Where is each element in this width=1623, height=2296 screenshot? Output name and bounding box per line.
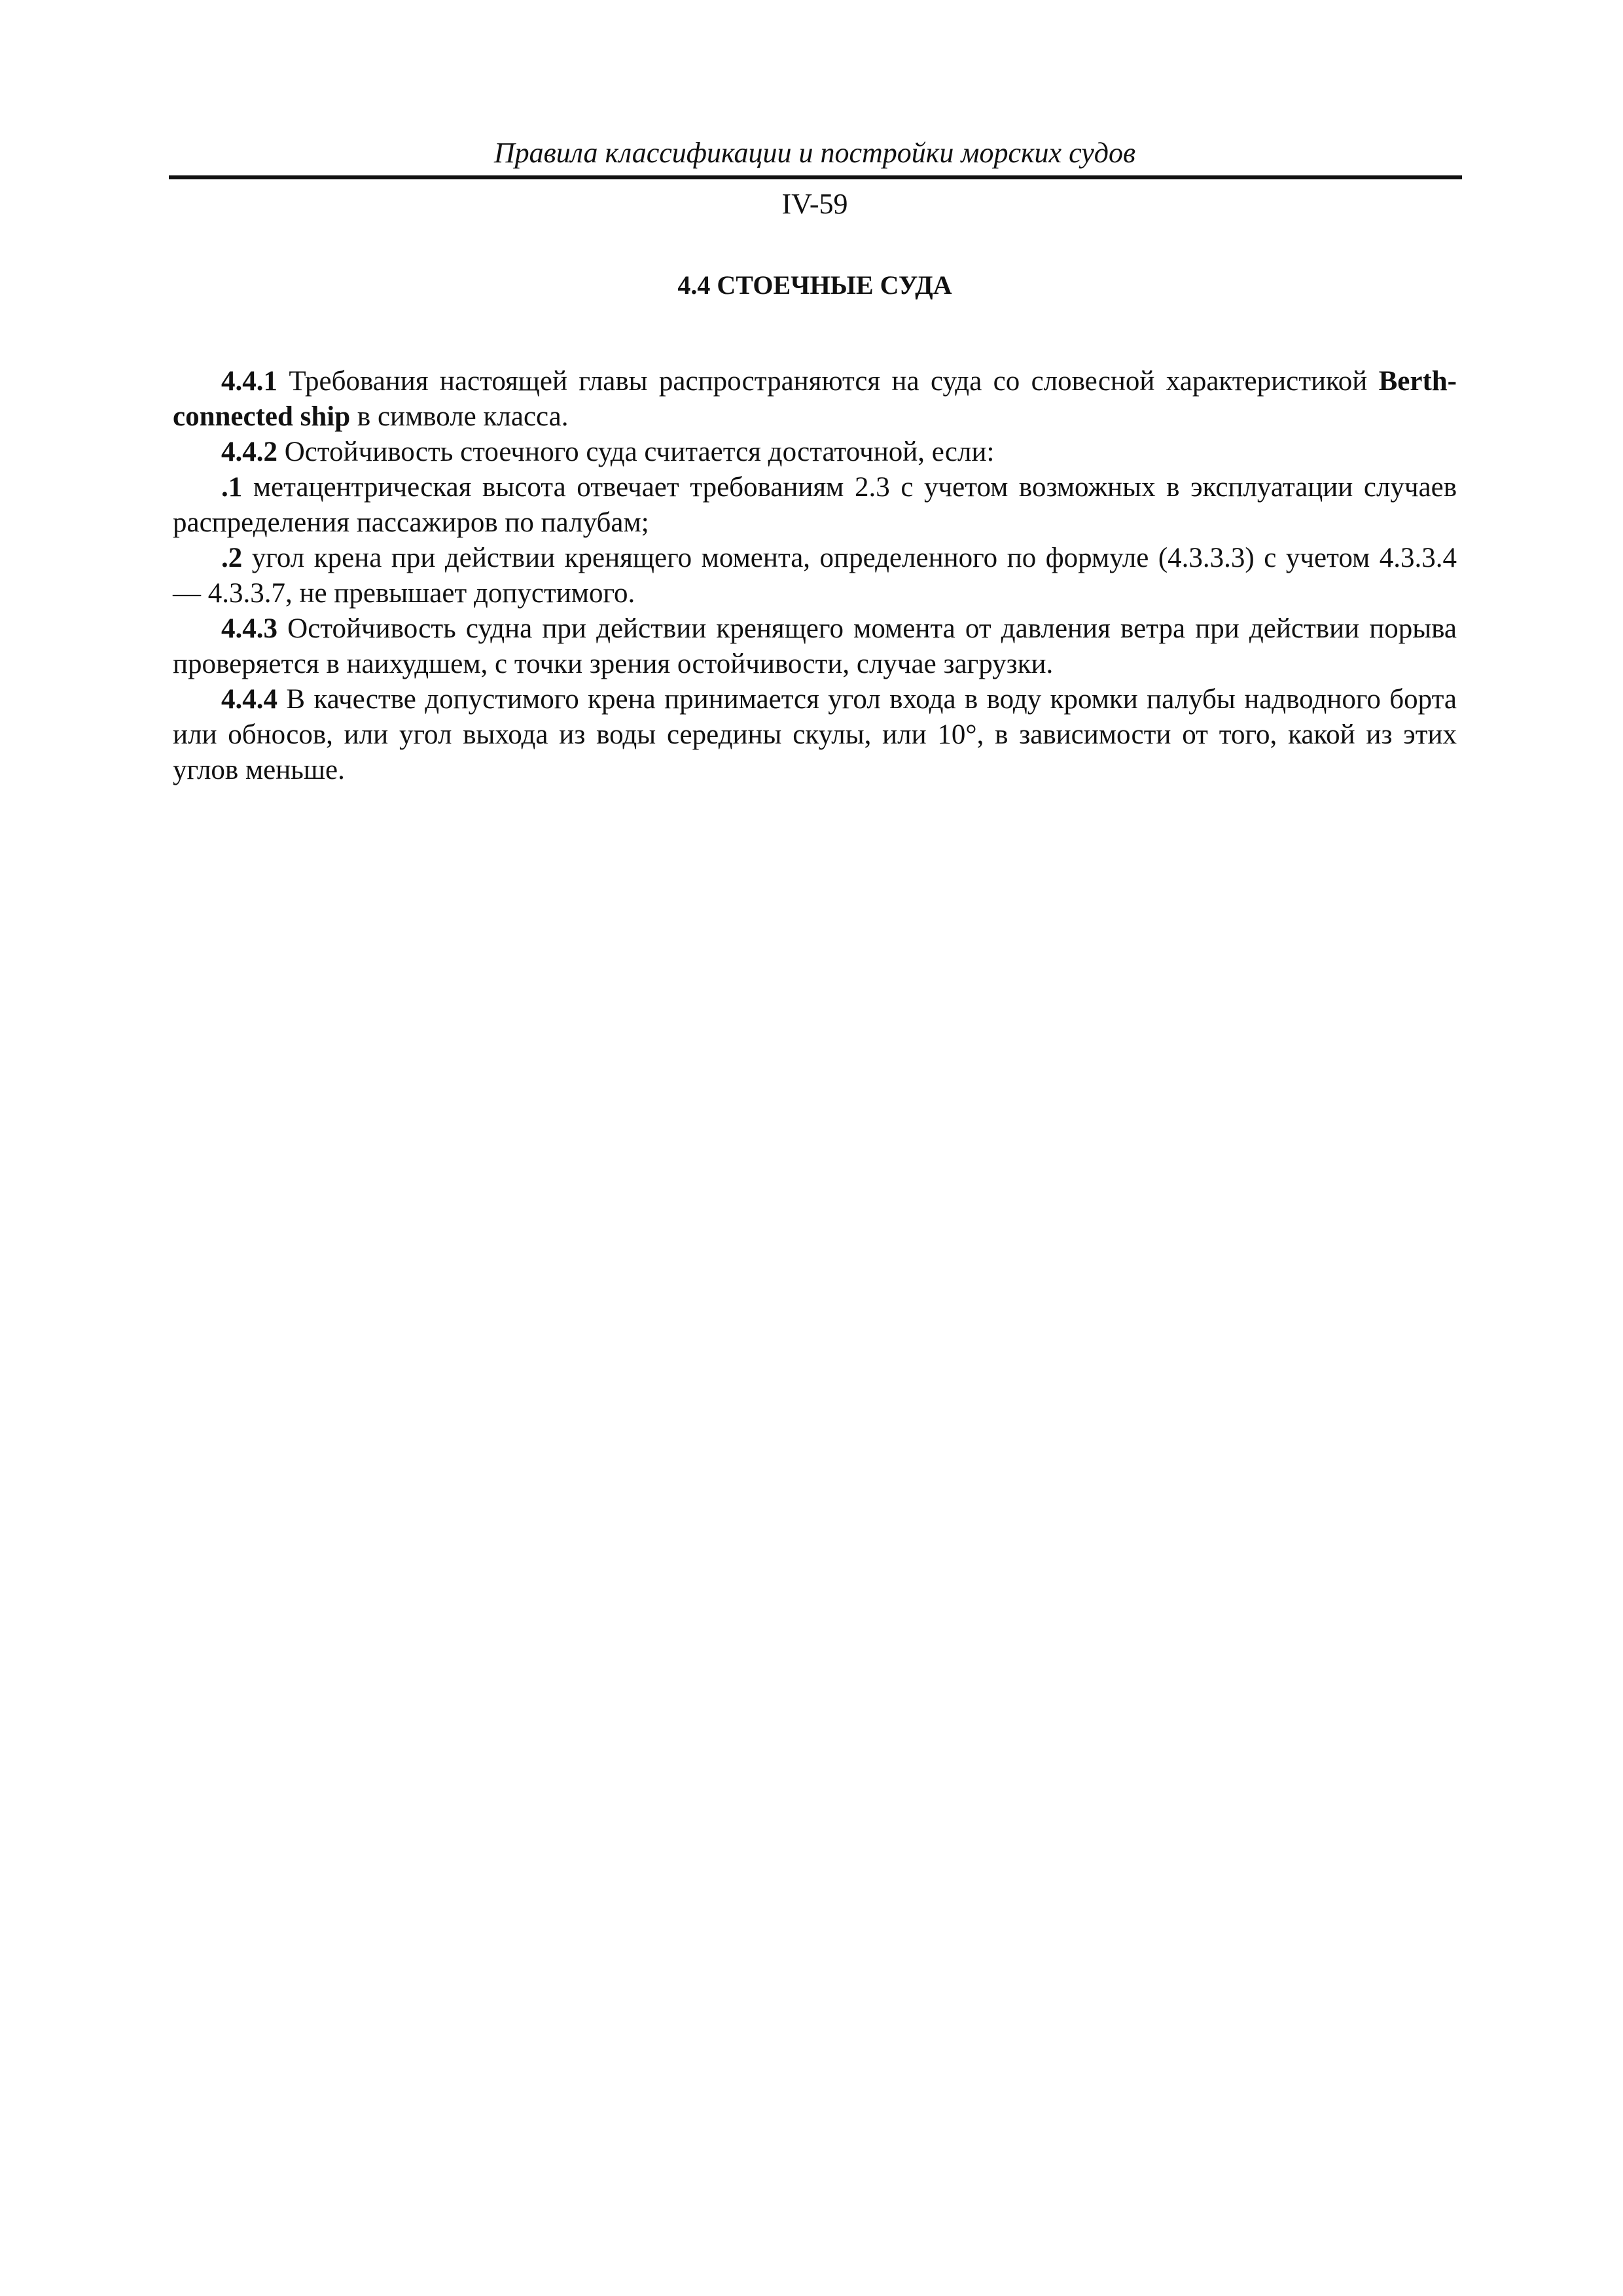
paragraph-4-4-1 bbox=[173, 364, 1457, 435]
paragraph-number: 4.4.3 bbox=[221, 613, 277, 644]
class-notation: Berth-connected ship bbox=[173, 366, 1457, 432]
paragraph-text: В качестве допустимого крена принимается угол входа в воду кромки палубы надводного борта или обносов, или угол выхода из воды середины скулы, или 10°, в зависимости от того, какой из этих углов меньше. bbox=[173, 684, 1457, 785]
paragraph-4-4-2-2 bbox=[173, 541, 1457, 611]
header-rule bbox=[169, 175, 1462, 179]
paragraph-text: метацентрическая высота отвечает требованиям 2.3 с учетом возможных в эксплуатации случаев распределения пассажиров по палубам; bbox=[173, 472, 1457, 538]
paragraph-4-4-2-1 bbox=[173, 470, 1457, 541]
paragraph-text: угол крена при действии кренящего момента, определенного по формуле (4.3.3.3) с учетом 4.3.3.4 — 4.3.3.7, не превышает допустимого. bbox=[173, 543, 1457, 609]
paragraph-number: .1 bbox=[221, 472, 243, 503]
paragraph-number: 4.4.2 bbox=[221, 437, 277, 467]
paragraph-4-4-2 bbox=[173, 435, 1457, 470]
paragraph-number: .2 bbox=[221, 543, 243, 573]
paragraph-text: Требования настоящей главы распространяются на суда со словесной характеристикой bbox=[277, 366, 1379, 397]
running-header: Правила классификации и постройки морских судов bbox=[493, 137, 1136, 169]
paragraph-text: Остойчивость стоечного суда считается достаточной, если: bbox=[277, 437, 995, 467]
paragraph-4-4-3 bbox=[173, 611, 1457, 682]
body-text bbox=[173, 364, 1457, 788]
section-title: 4.4 СТОЕЧНЫЕ СУДА bbox=[677, 270, 952, 300]
paragraph-number: 4.4.1 bbox=[221, 366, 277, 397]
page-number: IV-59 bbox=[781, 188, 848, 220]
paragraph-number: 4.4.4 bbox=[221, 684, 277, 715]
paragraph-4-4-4 bbox=[173, 682, 1457, 788]
paragraph-text: Остойчивость судна при действии кренящего момента от давления ветра при действии порыва проверяется в наихудшем, с точки зрения остойчивости, случае загрузки. bbox=[173, 613, 1457, 679]
paragraph-text: в символе класса. bbox=[350, 401, 569, 432]
